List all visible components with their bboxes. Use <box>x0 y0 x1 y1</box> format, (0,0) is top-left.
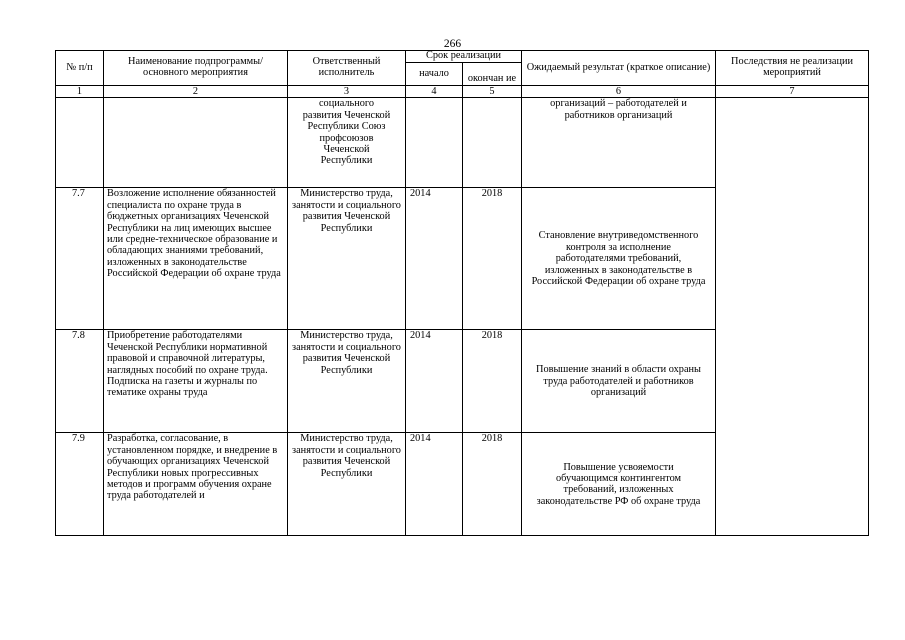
row-start: 2014 <box>406 188 463 330</box>
header-name: Наименование подпрограммы/ основного мероприятия <box>104 51 288 86</box>
row-num <box>56 98 104 188</box>
row-name <box>104 98 288 188</box>
header-executor: Ответственный исполнитель <box>288 51 406 86</box>
header-num: № п/п <box>56 51 104 86</box>
index-cell: 5 <box>463 86 522 98</box>
row-num: 7.8 <box>56 330 104 433</box>
row-start <box>406 98 463 188</box>
row-result: организаций – работодателей и работников организаций <box>522 98 716 188</box>
row-end: 2018 <box>463 188 522 330</box>
row-result: Становление внутриведомственного контроля за исполнение работодателями требований, изложенных в законодательстве в Российской Федерации об охране труда <box>522 188 716 330</box>
row-name: Возложение исполнение обязанностей специалиста по охране труда в бюджетных организациях Чеченской Республики на лиц имеющих высшее или средне-техническое образование и обладающих знаниями требований, изложенных в законодательстве Российской Федерации об охране труда <box>104 188 288 330</box>
index-cell: 2 <box>104 86 288 98</box>
row-result: Повышение усвояемости обучающимся контингентом требований, изложенных законодательстве РФ об охране труда <box>522 433 716 536</box>
index-cell: 7 <box>716 86 869 98</box>
index-cell: 6 <box>522 86 716 98</box>
column-index-row <box>56 86 869 98</box>
row-name: Разработка, согласование, в установленном порядке, и внедрение в обучающих организациях Чеченской Республики новых прогрессивных методов и программ обучения охране труда работодателей и <box>104 433 288 536</box>
row-num: 7.9 <box>56 433 104 536</box>
row-executor: Министерство труда, занятости и социального развития Чеченской Республики <box>288 188 406 330</box>
table-row <box>56 98 869 188</box>
row-executor: Министерство труда, занятости и социального развития Чеченской Республики <box>288 433 406 536</box>
program-table <box>55 50 869 536</box>
header-start: начало <box>406 63 463 86</box>
row-name: Приобретение работодателями Чеченской Республики нормативной правовой и справочной литературы, наглядных пособий по охране труда. Подписка на газеты и журналы по тематике охраны труда <box>104 330 288 433</box>
row-num: 7.7 <box>56 188 104 330</box>
row-end <box>463 98 522 188</box>
row-result: Повышение знаний в области охраны труда работодателей и работников организаций <box>522 330 716 433</box>
header-period: Срок реализации <box>406 51 522 63</box>
row-end: 2018 <box>463 433 522 536</box>
header-end: окончан ие <box>463 63 522 86</box>
header-consequences: Последствия не реализации мероприятий <box>716 51 869 86</box>
index-cell: 1 <box>56 86 104 98</box>
row-end: 2018 <box>463 330 522 433</box>
row-consequences <box>716 98 869 536</box>
index-cell: 3 <box>288 86 406 98</box>
row-start: 2014 <box>406 433 463 536</box>
row-executor: социального развития Чеченской Республики Союз профсоюзов Чеченской Республики <box>288 98 406 188</box>
header-result: Ожидаемый результат (краткое описание) <box>522 51 716 86</box>
index-cell: 4 <box>406 86 463 98</box>
row-start: 2014 <box>406 330 463 433</box>
header-row <box>56 51 869 63</box>
page-number: 266 <box>443 38 462 50</box>
row-executor: Министерство труда, занятости и социального развития Чеченской Республики <box>288 330 406 433</box>
